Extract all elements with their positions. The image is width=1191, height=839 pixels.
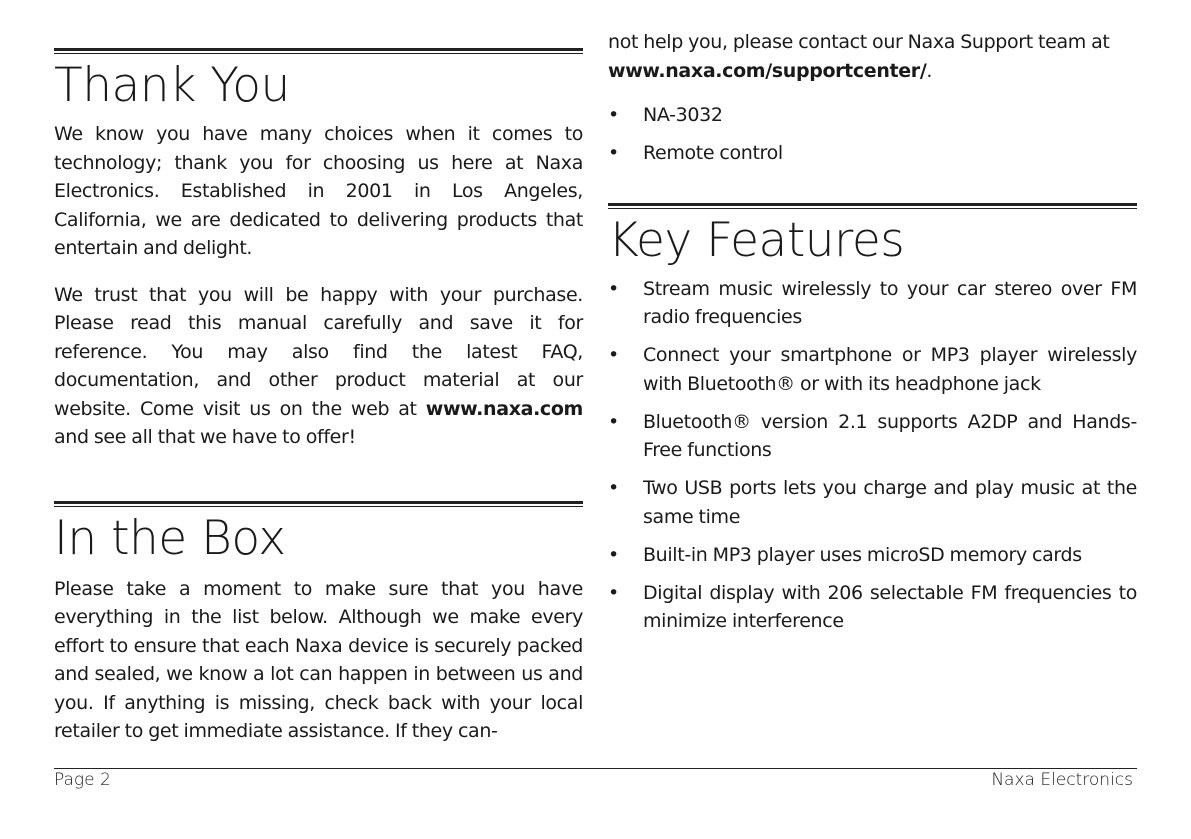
support-block bbox=[608, 28, 1137, 85]
in-the-box-paragraph-text: Please take a moment to make sure that you have everything in the list below. Although we make every effort to ensure that each Naxa device is securely packed and sealed, we know a lot can happen in between us and you. If anything is missing, check back with your local retailer to get immediate assistance. If they can- bbox=[54, 577, 583, 742]
left-column bbox=[54, 48, 583, 746]
bullet-icon: • bbox=[608, 277, 619, 300]
key-features-heading: Key Features bbox=[608, 212, 905, 268]
box-item-label: NA-3032 bbox=[643, 104, 723, 126]
support-center-link[interactable]: www.naxa.com/supportcenter/ bbox=[608, 59, 927, 82]
list-item bbox=[608, 341, 1137, 398]
feature-label: Connect your smartphone or MP3 player wirelessly with Bluetooth® or with its headphone jack bbox=[643, 344, 1137, 395]
bullet-icon: • bbox=[608, 344, 619, 366]
box-item-label: Remote control bbox=[643, 142, 783, 164]
list-item bbox=[608, 474, 1137, 531]
thank-you-paragraph-1: We know you have many choices when it comes to technology; thank you for choosing us here at Naxa Electronics. Established in 2001 in Los Angeles, California, we are dedicated to delivering products that entertain and delight. bbox=[54, 123, 583, 259]
feature-label: Bluetooth® version 2.1 supports A2DP and Hands-Free functions bbox=[643, 410, 1137, 461]
bullet-icon: • bbox=[608, 543, 619, 566]
list-item bbox=[608, 579, 1137, 636]
list-item bbox=[608, 275, 1137, 332]
feature-label: Stream music wirelessly to your car stereo over FM radio frequencies bbox=[643, 277, 1137, 328]
bullet-icon: • bbox=[608, 581, 619, 604]
bullet-icon: • bbox=[608, 104, 619, 126]
list-item bbox=[608, 101, 1137, 130]
thank-you-paragraph-2 bbox=[54, 281, 583, 452]
key-features-list bbox=[608, 275, 1137, 636]
bullet-icon: • bbox=[608, 477, 619, 499]
support-sentence bbox=[608, 28, 1137, 85]
footer-divider bbox=[54, 768, 1137, 769]
thank-you-paragraph-2-end: and see all that we have to offer! bbox=[54, 426, 356, 448]
right-column bbox=[608, 31, 1137, 645]
list-item bbox=[608, 541, 1137, 570]
section-divider bbox=[54, 501, 583, 507]
list-item bbox=[608, 408, 1137, 465]
feature-label: Two USB ports lets you charge and play music at the same time bbox=[643, 477, 1137, 528]
feature-label: Digital display with 206 selectable FM frequencies to minimize interference bbox=[643, 581, 1137, 632]
in-the-box-heading: In the Box bbox=[54, 510, 286, 566]
bullet-icon: • bbox=[608, 142, 619, 164]
page-number: Page 2 bbox=[54, 770, 111, 790]
list-item bbox=[608, 139, 1137, 168]
support-sentence-text: not help you, please contact our Naxa Support team at bbox=[608, 31, 1110, 53]
in-the-box-paragraph bbox=[54, 575, 583, 746]
section-divider bbox=[608, 203, 1137, 209]
footer-brand: Naxa Electronics bbox=[991, 770, 1133, 790]
support-sentence-end: . bbox=[926, 59, 933, 82]
thank-you-paragraph-2-text: We trust that you will be happy with your purchase. Please read this manual carefully and save it for reference. You may also find the latest FAQ, documentation, and other product material at our website. Come visit us on the web at bbox=[54, 283, 583, 420]
naxa-website-link[interactable]: www.naxa.com bbox=[425, 397, 583, 420]
thank-you-heading: Thank You bbox=[54, 58, 290, 113]
feature-label: Built-in MP3 player uses microSD memory cards bbox=[643, 543, 1082, 566]
in-the-box-list bbox=[608, 101, 1137, 168]
section-divider bbox=[54, 48, 583, 54]
bullet-icon: • bbox=[608, 410, 619, 433]
